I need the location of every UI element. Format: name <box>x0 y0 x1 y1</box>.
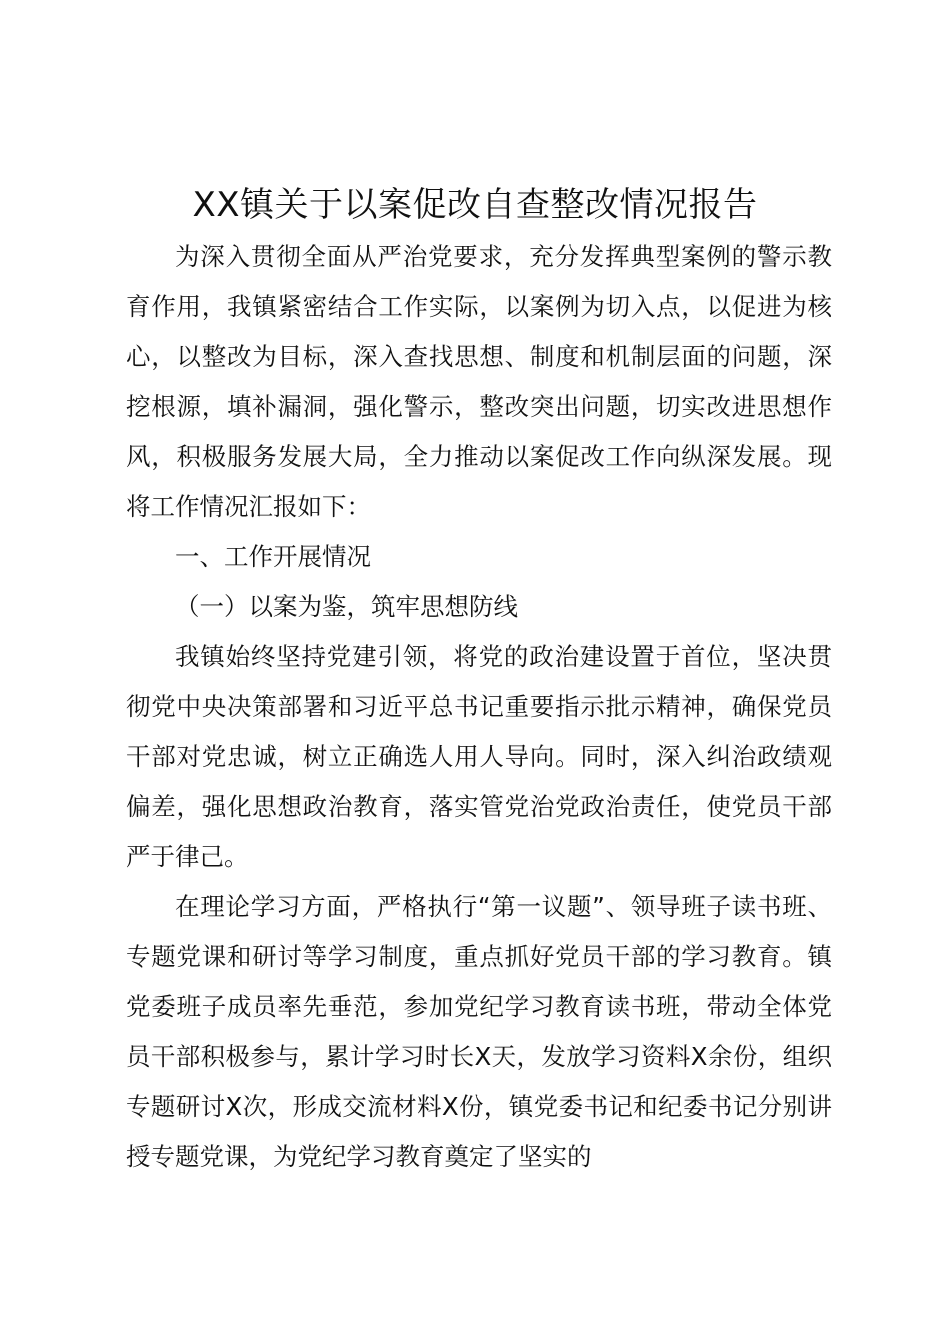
body-paragraph: 我镇始终坚持党建引领，将党的政治建设置于首位，坚决贯彻党中央决策部署和习近平总书记重要指示批示精神，确保党员干部对党忠诚，树立正确选人用人导向。同时，深入纠治政绩观偏差，强化思想政治教育，落实管党治党政治责任，使党员干部严于律己。 <box>126 642 832 871</box>
intro-paragraph: 为深入贯彻全面从严治党要求，充分发挥典型案例的警示教育作用，我镇紧密结合工作实际，以案例为切入点，以促进为核心，以整改为目标，深入查找思想、制度和机制层面的问题，深挖根源，填补漏洞，强化警示，整改突出问题，切实改进思想作风，积极服务发展大局，全力推动以案促改工作向纵深发展。现将工作情况汇报如下： <box>126 242 832 521</box>
document-body <box>126 232 832 1182</box>
document-title: XX镇关于以案促改自查整改情况报告 <box>192 185 758 225</box>
body-paragraph: 在理论学习方面，严格执行“第一议题”、领导班子读书班、专题党课和研讨等学习制度，重点抓好党员干部的学习教育。镇党委班子成员率先垂范，参加党纪学习教育读书班，带动全体党员干部积极参与，累计学习时长X天，发放学习资料X余份，组织专题研讨X次，形成交流材料X份，镇党委书记和纪委书记分别讲授专题党课，为党纪学习教育奠定了坚实的 <box>126 892 832 1171</box>
subsection-heading-1: （一）以案为鉴，筑牢思想防线 <box>175 592 518 621</box>
section-heading-1: 一、工作开展情况 <box>175 542 371 571</box>
